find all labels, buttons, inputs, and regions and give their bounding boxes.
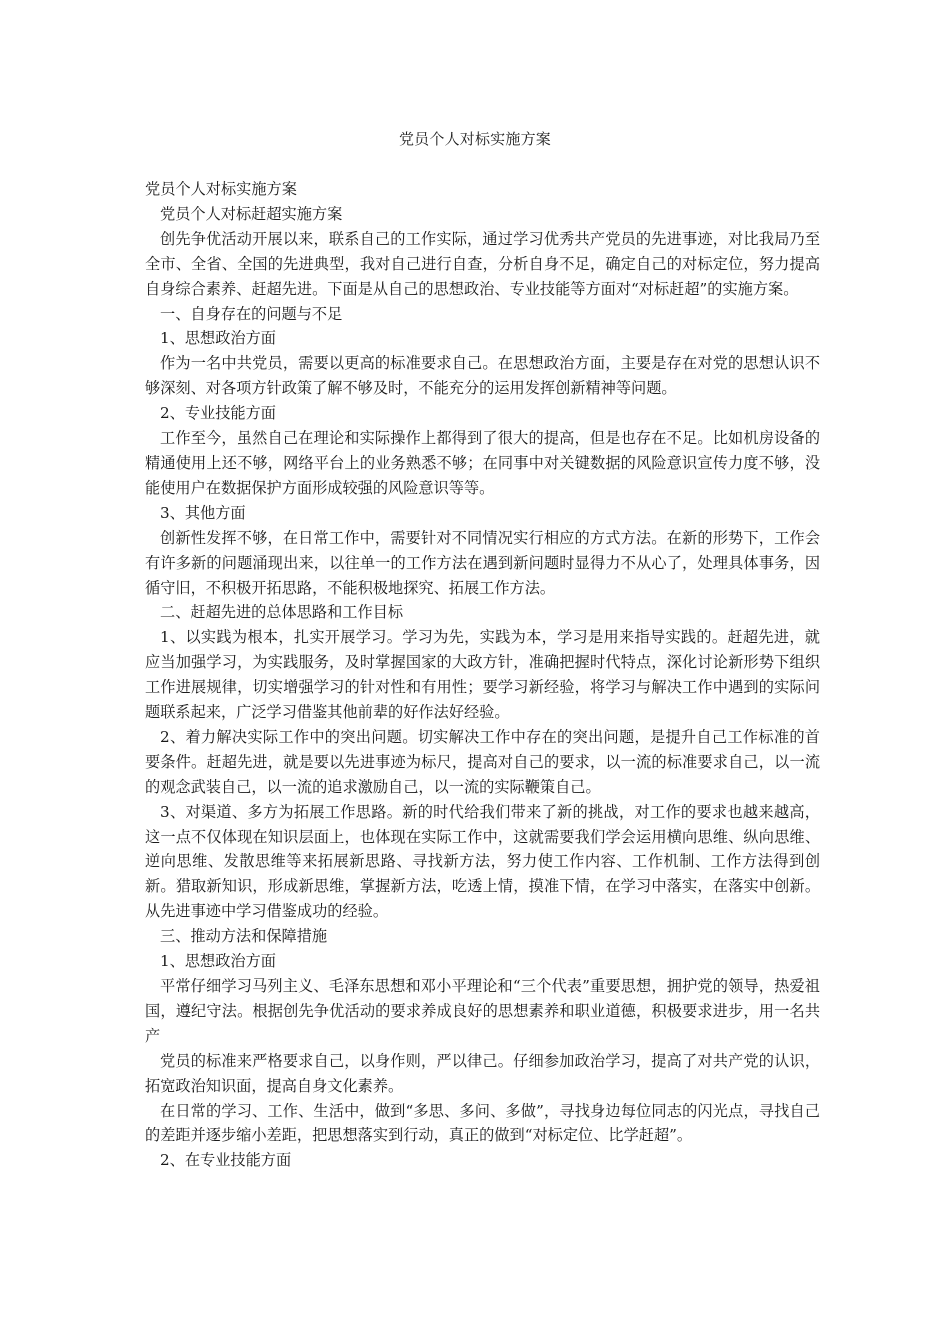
section-heading: 二、赶超先进的总体思路和工作目标 — [160, 603, 403, 622]
section-heading: 三、推动方法和保障措施 — [160, 927, 328, 946]
paragraph: 在日常的学习、工作、生活中，做到“多思、多问、多做”，寻找身边每位同志的闪光点，寻找自己的差距并逐步缩小差距，把思想落实到行动，真正的做到“对标定位、比学赶超”。 — [145, 1101, 820, 1145]
paragraph: 党员的标准来严格要求自己，以身作则，严以律己。仔细参加政治学习，提高了对共产党的认识，拓宽政治知识面，提高自身文化素养。 — [145, 1051, 820, 1095]
document-body — [145, 177, 820, 1173]
section-heading: 一、自身存在的问题与不足 — [160, 304, 343, 323]
subsection-heading: 2、在专业技能方面 — [160, 1151, 292, 1170]
document-title: 党员个人对标实施方案 — [398, 130, 551, 148]
paragraph: 创新性发挥不够，在日常工作中，需要针对不同情况实行相应的方式方法。在新的形势下，工作会有许多新的问题涌现出来，以往单一的工作方法在遇到新问题时显得力不从心了，处理具体事务，因循守旧，不积极开拓思路，不能积极地探究、拓展工作方法。 — [145, 528, 820, 597]
paragraph: 1、以实践为根本，扎实开展学习。学习为先，实践为本，学习是用来指导实践的。赶超先进，就应当加强学习，为实践服务，及时掌握国家的大政方针，准确把握时代特点，深化讨论新形势下组织工作进展规律，切实增强学习的针对性和有用性；要学习新经验，将学习与解决工作中遇到的实际问题联系起来，广泛学习借鉴其他前辈的好作法好经验。 — [145, 628, 820, 722]
subsection-heading: 2、专业技能方面 — [160, 404, 276, 423]
subsection-heading: 1、思想政治方面 — [160, 952, 276, 971]
paragraph: 3、对渠道、多方为拓展工作思路。新的时代给我们带来了新的挑战，对工作的要求也越来越高，这一点不仅体现在知识层面上，也体现在实际工作中，这就需要我们学会运用横向思维、纵向思维、逆向思维、发散思维等来拓展新思路、寻找新方法，努力使工作内容、工作机制、工作方法得到创新。猎取新知识，形成新思维，掌握新方法，吃透上情，摸准下情，在学习中落实，在落实中创新。从先进事迹中学习借鉴成功的经验。 — [145, 802, 820, 921]
paragraph: 党员个人对标赶超实施方案 — [160, 204, 343, 223]
paragraph: 2、着力解决实际工作中的突出问题。切实解决工作中存在的突出问题，是提升自己工作标准的首要条件。赶超先进，就是要以先进事迹为标尺，提高对自己的要求，以一流的标准要求自己，以一流的观念武装自己，以一流的追求激励自己，以一流的实际鞭策自己。 — [145, 727, 820, 796]
paragraph: 作为一名中共党员，需要以更高的标准要求自己。在思想政治方面，主要是存在对党的思想认识不够深刻、对各项方针政策了解不够及时，不能充分的运用发挥创新精神等问题。 — [145, 354, 820, 398]
paragraph: 平常仔细学习马列主义、毛泽东思想和邓小平理论和“三个代表”重要思想，拥护党的领导，热爱祖国，遵纪守法。根据创先争优活动的要求养成良好的思想素养和职业道德，积极要求进步，用一名共产 — [145, 977, 820, 1045]
subsection-heading: 1、思想政治方面 — [160, 329, 276, 348]
paragraph: 创先争优活动开展以来，联系自己的工作实际，通过学习优秀共产党员的先进事迹，对比我局乃至全市、全省、全国的先进典型，我对自己进行自查，分析自身不足，确定自己的对标定位，努力提高自身综合素养、赶超先进。下面是从自己的思想政治、专业技能等方面对“对标赶超”的实施方案。 — [145, 229, 820, 298]
subsection-heading: 3、其他方面 — [160, 503, 246, 522]
paragraph: 党员个人对标实施方案 — [145, 180, 297, 198]
paragraph: 工作至今，虽然自己在理论和实际操作上都得到了很大的提高，但是也存在不足。比如机房设备的精通使用上还不够，网络平台上的业务熟悉不够；在同事中对关键数据的风险意识宣传力度不够，没能使用户在数据保护方面形成较强的风险意识等等。 — [145, 429, 820, 497]
